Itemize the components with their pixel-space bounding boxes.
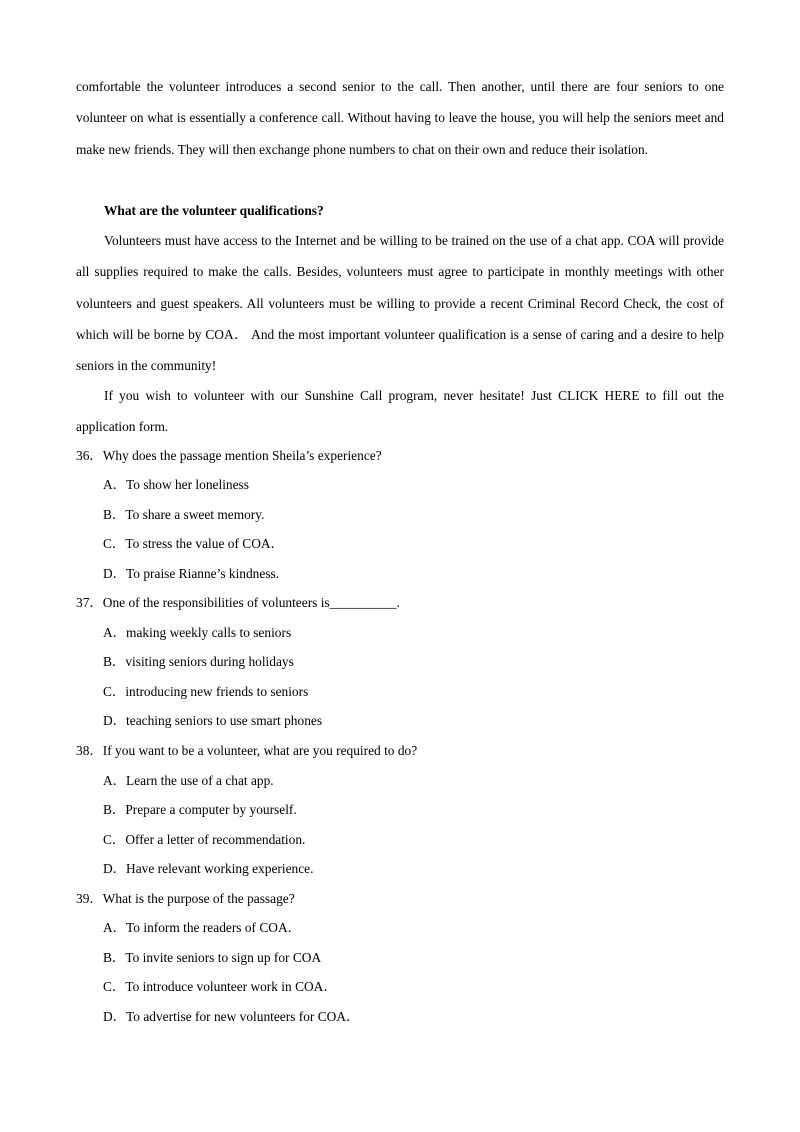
question-37-option-c: C．introducing new friends to seniors	[103, 684, 309, 699]
question-38-option-d: D．Have relevant working experience.	[103, 861, 314, 876]
question-39-option-d: D．To advertise for new volunteers for COA．	[103, 1009, 360, 1024]
section-heading: What are the volunteer qualifications?	[104, 203, 324, 218]
question-38-stem: 38．If you want to be a volunteer, what are you required to do?	[76, 743, 418, 758]
question-37-option-d: D．teaching seniors to use smart phones	[103, 713, 323, 728]
question-39-option-b: B．To invite seniors to sign up for COA	[103, 950, 322, 965]
question-36-stem: 36．Why does the passage mention Sheila’s experience?	[76, 448, 382, 463]
question-37-stem: 37．One of the responsibilities of volunteers is__________.	[76, 595, 400, 610]
passage-paragraph-1: comfortable the volunteer introduces a second senior to the call. Then another, until there are four seniors to one volunteer on what is essentially a conference call. Without having to leave the house, you will help the seniors meet and make new friends. They will then exchange phone numbers to chat on their own and reduce their isolation.	[76, 79, 724, 157]
passage-paragraph-2: Volunteers must have access to the Internet and be willing to be trained on the use of a chat app. COA will provide all supplies required to make the calls. Besides, volunteers must agree to participate in monthly meetings with other volunteers and guest speakers. All volunteers must be willing to provide a recent Criminal Record Check, the cost of which will be borne by COA． And the most important volunteer qualification is a sense of caring and a desire to help seniors in the community!	[76, 233, 724, 374]
question-37-option-a: A．making weekly calls to seniors	[103, 625, 292, 640]
question-39-option-c: C．To introduce volunteer work in COA．	[103, 979, 337, 994]
question-38-option-c: C．Offer a letter of recommendation.	[103, 832, 306, 847]
question-36-option-b: B．To share a sweet memory.	[103, 507, 265, 522]
question-37-option-b: B．visiting seniors during holidays	[103, 654, 294, 669]
question-38-option-b: B．Prepare a computer by yourself.	[103, 802, 297, 817]
question-36-option-a: A．To show her loneliness	[103, 477, 249, 492]
question-38-option-a: A．Learn the use of a chat app.	[103, 773, 274, 788]
question-36-option-c: C．To stress the value of COA．	[103, 536, 284, 551]
question-36-option-d: D．To praise Rianne’s kindness.	[103, 566, 280, 581]
question-39-option-a: A．To inform the readers of COA．	[103, 920, 302, 935]
passage-paragraph-3: If you wish to volunteer with our Sunshine Call program, never hesitate! Just CLICK HERE to fill out the application form.	[76, 388, 724, 435]
question-39-stem: 39．What is the purpose of the passage?	[76, 891, 295, 906]
